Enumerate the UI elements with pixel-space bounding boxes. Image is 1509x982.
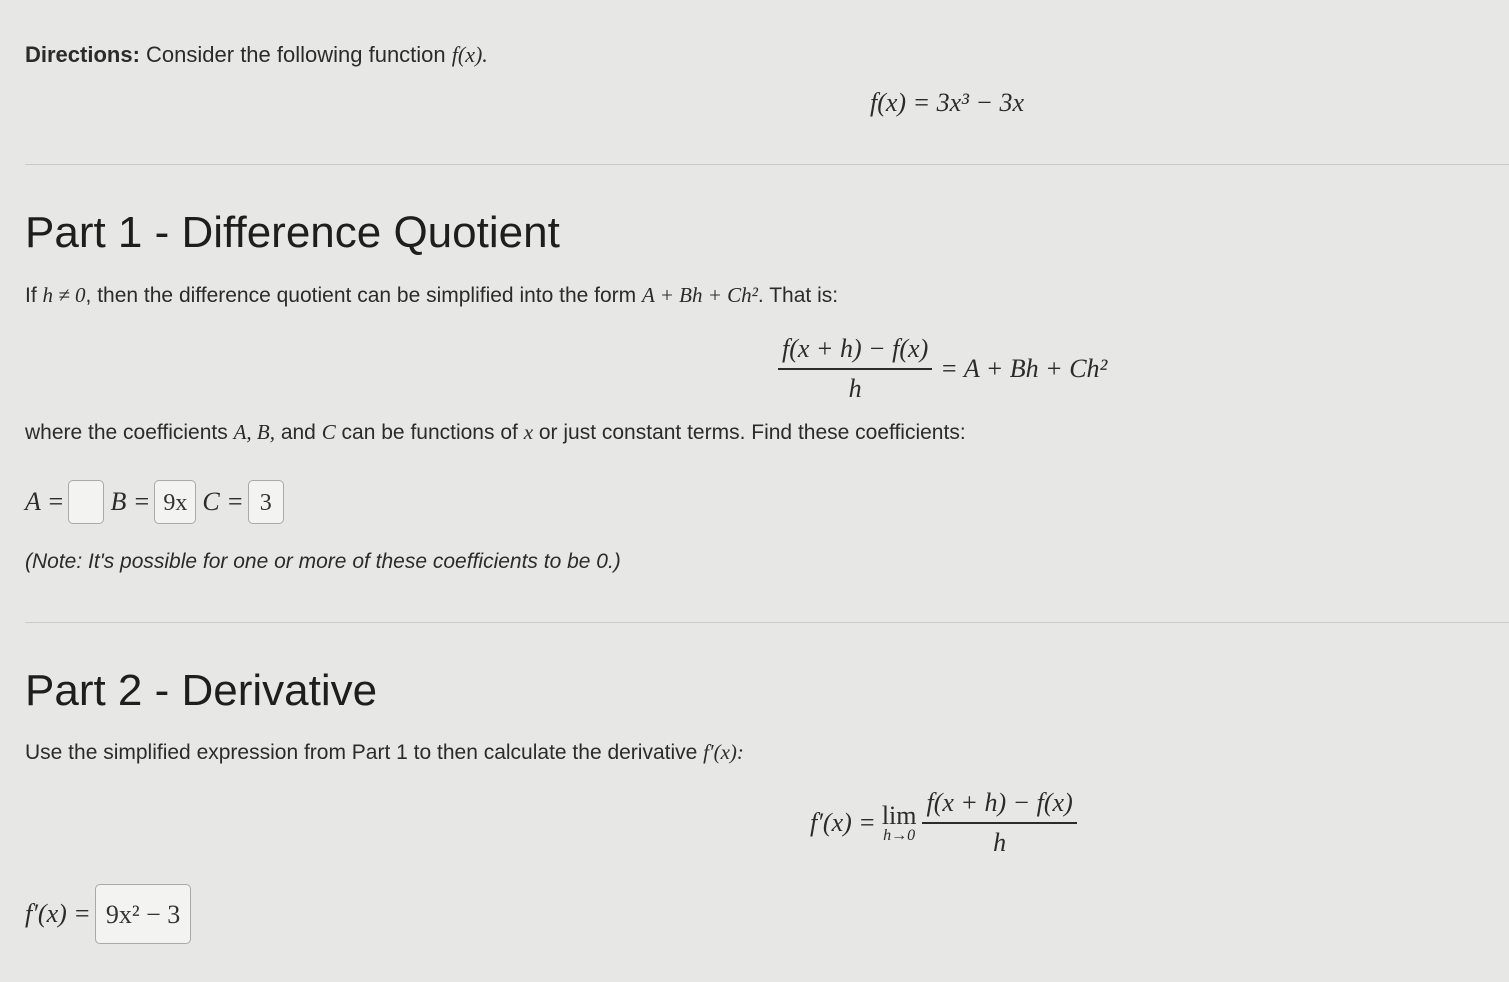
part2-intro-fn: f′(x):: [703, 740, 744, 764]
where-x: x: [523, 420, 534, 444]
part1-intro: [25, 283, 838, 308]
divider-middle: [25, 622, 1509, 623]
function-equation: f(x) = 3x³ − 3x: [870, 88, 1025, 117]
c-input[interactable]: 3: [248, 480, 284, 524]
dq-rhs: = A + Bh + Ch²: [940, 354, 1108, 383]
b-label: B =: [110, 487, 151, 516]
derivative-numerator: f(x + h) − f(x): [922, 788, 1076, 824]
c-label: C =: [202, 487, 244, 516]
answer-label: f′(x) =: [25, 899, 91, 928]
derivative-denominator: h: [993, 828, 1007, 857]
limit-text: lim: [881, 801, 917, 830]
coefficients-note: (Note: It's possible for one or more of these coefficients to be 0.): [25, 550, 621, 573]
dq-denominator: h: [848, 374, 862, 403]
directions: [25, 42, 488, 68]
where-a: where the coefficients: [25, 421, 234, 444]
part1-intro-c: . That is:: [757, 284, 839, 307]
limit-subscript: h→0: [883, 827, 916, 844]
dq-numerator: f(x + h) − f(x): [778, 334, 932, 370]
b-input[interactable]: 9x: [154, 480, 196, 524]
part1-intro-a: If: [25, 284, 43, 307]
coefficient-inputs: [25, 480, 284, 524]
derivative-answer: [25, 884, 191, 944]
part1-intro-b: , then the difference quotient can be simplified into the form: [85, 284, 642, 307]
derivative-definition: [810, 788, 1077, 858]
derivative-fraction: [922, 788, 1076, 858]
dq-fraction: [778, 334, 932, 404]
derivative-input[interactable]: 9x² − 3: [95, 884, 191, 944]
part1-title: Part 1 - Difference Quotient: [25, 208, 560, 257]
directions-text: Consider the following function: [139, 42, 452, 67]
part1-intro-cond: h ≠ 0: [42, 283, 86, 307]
derivative-lhs: f′(x) =: [810, 808, 876, 837]
divider-top: [25, 164, 1509, 165]
part2-intro: [25, 740, 744, 765]
where-e: or just constant terms. Find these coefficients:: [533, 421, 966, 444]
where-d: can be functions of: [335, 421, 524, 444]
part1-intro-form: A + Bh + Ch²: [642, 283, 758, 307]
where-c: C: [321, 420, 336, 444]
directions-fn: f(x).: [451, 42, 488, 67]
a-label: A =: [25, 487, 65, 516]
part2-intro-text: Use the simplified expression from Part 1 to then calculate the derivative: [25, 741, 704, 764]
where-vars: A, B,: [233, 420, 275, 444]
directions-label: Directions:: [25, 42, 140, 67]
where-b: and: [274, 421, 322, 444]
difference-quotient-equation: [778, 334, 1107, 404]
part2-title: Part 2 - Derivative: [25, 666, 378, 715]
limit: [882, 801, 917, 845]
a-input[interactable]: [68, 480, 104, 524]
coefficients-description: [25, 420, 966, 445]
